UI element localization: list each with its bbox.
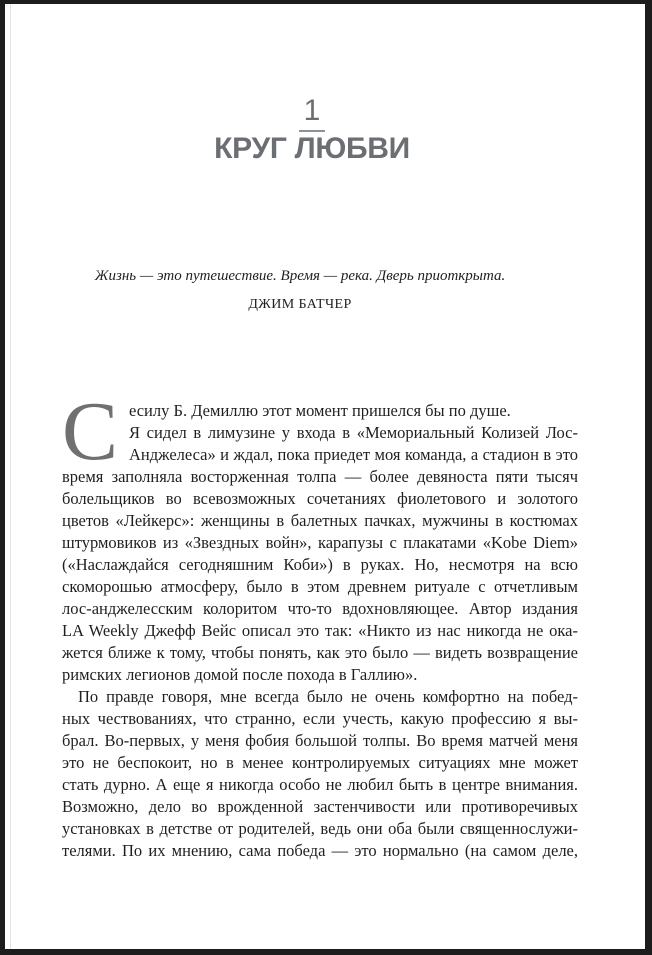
text-line: болельщиков во всевозможных сочетаниях фиолетового и золотого — [62, 489, 578, 508]
text-line: Возможно, дело во врожденной застенчивости или противоречивых — [62, 797, 578, 816]
paragraph — [62, 422, 578, 686]
text-line: По правде говоря, мне всегда было не очень комфортно на побед- — [78, 687, 578, 706]
text-line: Я сидел в лимузине у входа в «Мемориальный Колизей Лос- — [129, 423, 578, 442]
text-line: установках в детстве от родителей, ведь они оба были священнослужи- — [62, 819, 578, 838]
text-line: («Наслаждайся сегодняшним Коби») в руках. Но, несмотря на всю — [62, 555, 578, 574]
text-line: ных чествованиях, что странно, если учесть, какую профессию я вы- — [62, 709, 578, 728]
epigraph-text: Жизнь — это путешествие. Время — река. Дверь приоткрыта. — [94, 268, 506, 284]
body-text — [62, 385, 578, 862]
text-line: телями. По их мнению, сама победа — это нормально (на самом деле, — [62, 841, 578, 860]
chapter-title: КРУГ ЛЮБВИ — [214, 132, 410, 165]
text-line: время заполняла восторженная толпа — более девяноста пяти тысяч — [62, 467, 578, 486]
text-line: Анджелеса» и ждал, пока приедет моя команда, а стадион в это — [129, 445, 578, 464]
text-line: брал. Во-первых, у меня фобия большой толпы. Во время матчей меня — [62, 731, 578, 750]
text-line: LA Weekly Джефф Вейс описал это так: «Никто из нас никогда не ока- — [62, 621, 578, 640]
opening-section — [62, 385, 578, 686]
text-line: жется ближе к тому, чтобы понять, как это было — видеть возвращение — [62, 643, 578, 662]
text-line: лос-анджелесским колоритом что-то вдохновляющее. Автор издания — [62, 599, 578, 618]
page-edge-line — [10, 4, 11, 949]
text-line: это не беспокоит, но в менее контролируемых ситуациях мне может — [62, 753, 578, 772]
drop-cap: С — [62, 385, 119, 478]
epigraph-author: ДЖИМ БАТЧЕР — [248, 297, 352, 312]
text-line: римских легионов домой после похода в Галлию». — [62, 665, 418, 684]
paragraph — [62, 686, 578, 862]
chapter-number: 1 — [303, 94, 321, 127]
text-line: штурмовиков из «Звездных войн», карапузы с плакатами «Kobe Diem» — [62, 533, 578, 552]
text-line: есилу Б. Демиллю этот момент пришелся бы по душе. — [129, 401, 511, 420]
text-line: цветов «Лейкерс»: женщины в балетных пачках, мужчины в костюмах — [62, 511, 578, 530]
text-line: стать дурно. А еще я никогда особо не любил быть в центре внимания. — [62, 775, 578, 794]
text-line: скоморошью атмосферу, было в этом древнем ритуале с отчетливым — [62, 577, 578, 596]
paragraph — [62, 400, 578, 422]
